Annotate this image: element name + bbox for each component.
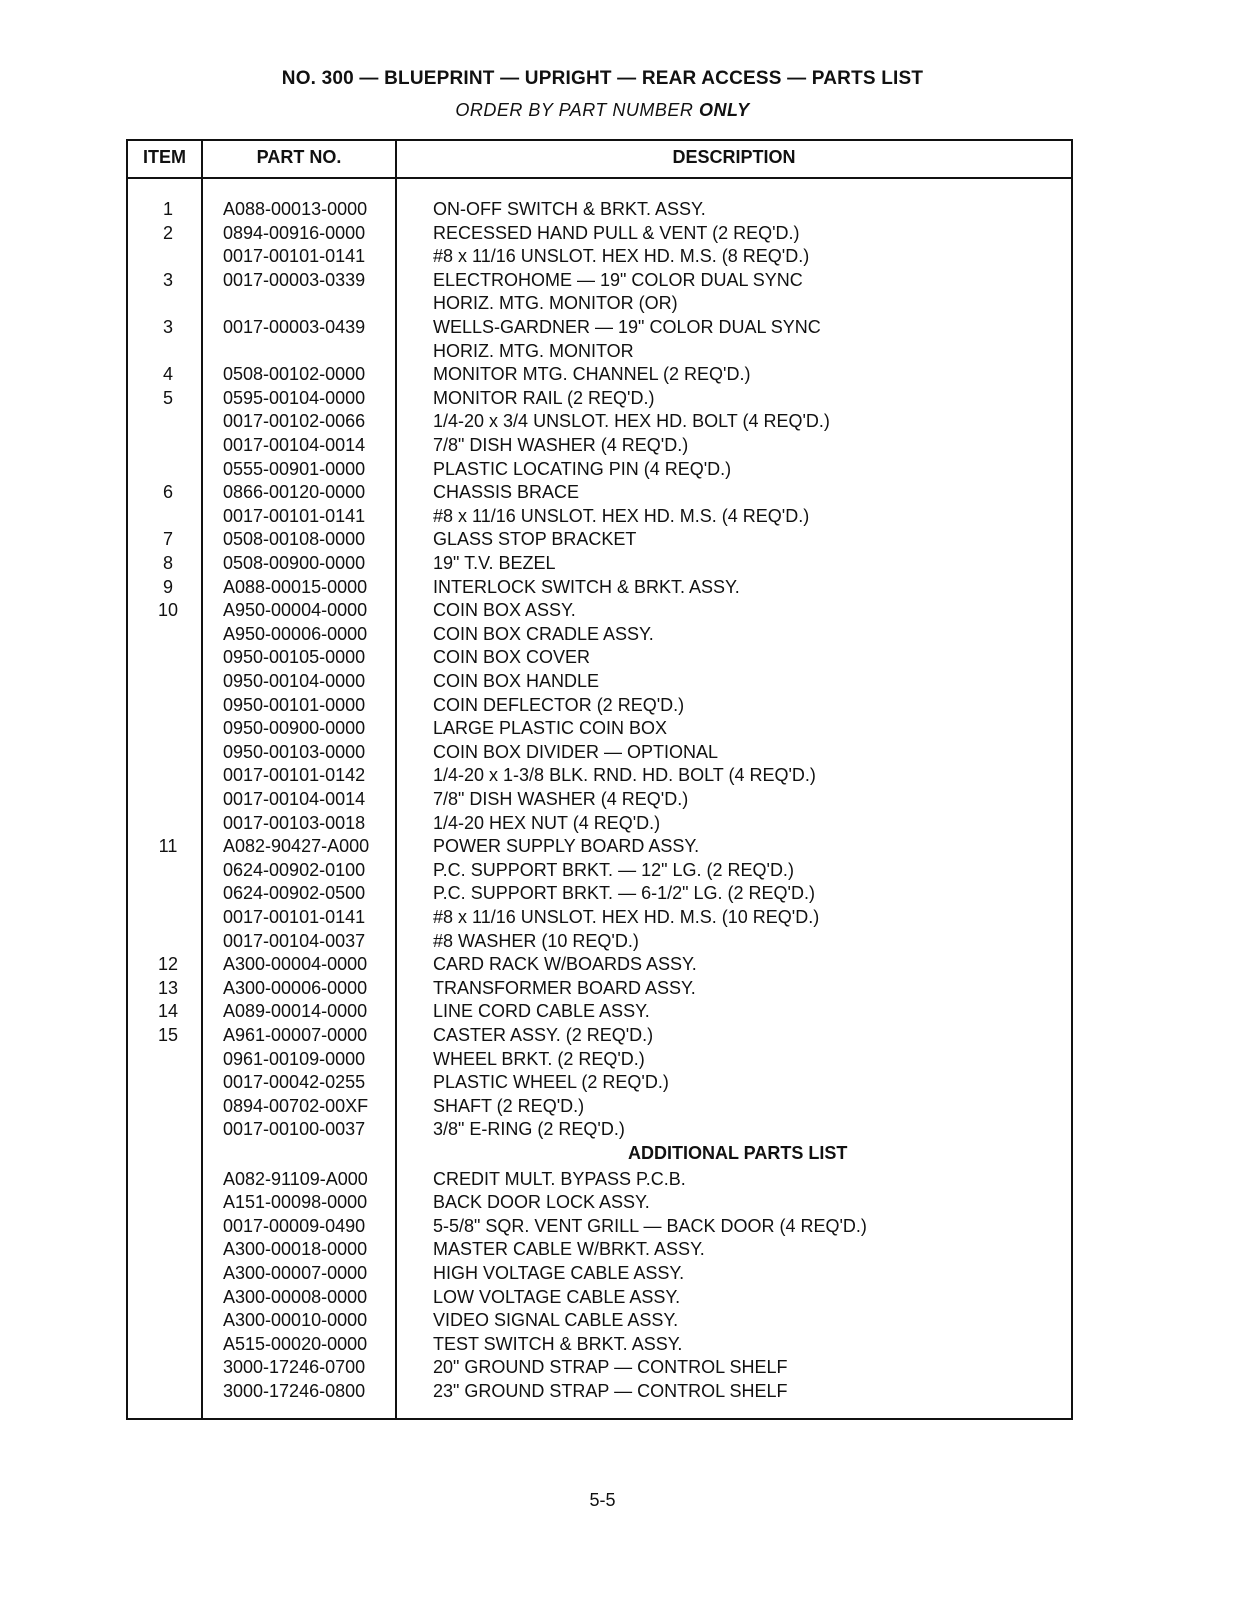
table-row: [128, 223, 1071, 246]
part-description: COIN DEFLECTOR (2 REQ'D.): [433, 694, 685, 715]
part-description: HORIZ. MTG. MONITOR: [433, 340, 634, 361]
item-number: 13: [157, 977, 179, 998]
part-description: RECESSED HAND PULL & VENT (2 REQ'D.): [433, 222, 800, 243]
part-description: 19" T.V. BEZEL: [433, 553, 556, 573]
table-row: [128, 883, 1071, 906]
part-number: 0624-00902-0100: [223, 859, 366, 880]
page-subtitle: [0, 100, 1205, 121]
part-description: PLASTIC WHEEL (2 REQ'D.): [433, 1072, 669, 1093]
table-row: [128, 647, 1071, 670]
part-description: HIGH VOLTAGE CABLE ASSY.: [433, 1263, 685, 1283]
table-row: [128, 270, 1071, 293]
table-row: [128, 577, 1071, 600]
part-description: #8 x 11/16 UNSLOT. HEX HD. M.S. (4 REQ'D.): [433, 505, 810, 526]
table-row: [128, 506, 1071, 529]
table-row: [128, 1239, 1071, 1262]
part-number: 0555-00901-0000: [223, 458, 366, 479]
part-description: POWER SUPPLY BOARD ASSY.: [433, 836, 700, 857]
part-description: GLASS STOP BRACKET: [433, 529, 637, 550]
part-number: A300-00008-0000: [223, 1286, 368, 1307]
part-number: A089-00014-0000: [223, 1001, 368, 1022]
part-description: CASTER ASSY. (2 REQ'D.): [433, 1025, 654, 1045]
table-row: [128, 293, 1071, 316]
part-description: P.C. SUPPORT BRKT. — 12" LG. (2 REQ'D.): [433, 859, 794, 880]
item-number: 6: [162, 482, 173, 503]
part-number: 0950-00900-0000: [223, 718, 366, 739]
part-description: 3/8" E-RING (2 REQ'D.): [433, 1119, 625, 1140]
part-number: 0017-00104-0014: [223, 435, 366, 455]
item-number: 5: [162, 387, 173, 408]
table-row: [128, 1025, 1071, 1048]
table-row: [128, 317, 1071, 340]
part-description: CHASSIS BRACE: [433, 482, 580, 503]
part-number: A300-00004-0000: [223, 954, 368, 975]
part-description: ELECTROHOME — 19" COLOR DUAL SYNC: [433, 269, 803, 290]
table-row: [128, 553, 1071, 576]
page-title: NO. 300 — BLUEPRINT — UPRIGHT — REAR ACCESS — PARTS LIST: [281, 68, 924, 89]
subtitle-emphasis: ONLY: [698, 100, 750, 120]
item-number: 10: [157, 600, 179, 621]
column-header-description: DESCRIPTION: [672, 147, 796, 167]
table-row: [128, 529, 1071, 552]
table-row: [128, 199, 1071, 222]
part-description: 20" GROUND STRAP — CONTROL SHELF: [433, 1357, 788, 1378]
table-row: [128, 1072, 1071, 1095]
part-description: ON-OFF SWITCH & BRKT. ASSY.: [433, 199, 706, 219]
item-number: 7: [162, 529, 173, 550]
part-description: TRANSFORMER BOARD ASSY.: [433, 977, 696, 998]
item-number: 11: [158, 836, 178, 857]
table-row: [128, 341, 1071, 364]
part-description: LOW VOLTAGE CABLE ASSY.: [433, 1286, 681, 1307]
part-description: LINE CORD CABLE ASSY.: [433, 1001, 650, 1022]
part-number: 0961-00109-0000: [223, 1048, 366, 1069]
table-row: [128, 435, 1071, 458]
part-description: PLASTIC LOCATING PIN (4 REQ'D.): [433, 458, 732, 479]
part-number: 3000-17246-0800: [223, 1381, 366, 1401]
table-row: [128, 1119, 1071, 1142]
page-number: 5-5: [589, 1490, 616, 1510]
item-number: 12: [157, 954, 179, 975]
table-row: [128, 954, 1071, 977]
part-description: 1/4-20 x 1-3/8 BLK. RND. HD. BOLT (4 REQ'D.): [433, 765, 816, 786]
additional-parts-heading: ADDITIONAL PARTS LIST: [628, 1143, 848, 1163]
part-description: SHAFT (2 REQ'D.): [433, 1095, 585, 1116]
part-number: A088-00013-0000: [223, 199, 368, 219]
part-description: MASTER CABLE W/BRKT. ASSY.: [433, 1239, 705, 1260]
part-number: 0017-00101-0142: [223, 765, 366, 786]
item-number: 3: [162, 317, 173, 337]
part-number: 0894-00916-0000: [223, 222, 366, 243]
table-row: [128, 931, 1071, 954]
part-number: A300-00006-0000: [223, 977, 368, 998]
table-row: [128, 388, 1071, 411]
part-number: A151-00098-0000: [223, 1192, 368, 1213]
part-number: 0017-00003-0339: [223, 269, 366, 290]
table-row: [128, 1216, 1071, 1239]
part-number: 0508-00108-0000: [223, 529, 366, 550]
part-number: 0950-00103-0000: [223, 741, 366, 762]
table-row: [128, 671, 1071, 694]
table-row: [128, 718, 1071, 741]
table-row: [128, 1334, 1071, 1357]
part-number: 0017-00101-0141: [223, 907, 366, 927]
table-row: [128, 978, 1071, 1001]
part-number: 0950-00101-0000: [223, 694, 366, 715]
parts-table: [126, 139, 1073, 1420]
item-number: 15: [157, 1025, 179, 1045]
part-description: COIN BOX DIVIDER — OPTIONAL: [433, 741, 719, 762]
part-number: 0508-00102-0000: [223, 364, 366, 385]
table-row: [128, 695, 1071, 718]
part-description: CREDIT MULT. BYPASS P.C.B.: [433, 1168, 686, 1189]
table-row: [128, 459, 1071, 482]
part-description: VIDEO SIGNAL CABLE ASSY.: [433, 1310, 679, 1331]
subtitle-text: ORDER BY PART NUMBER: [455, 100, 699, 120]
part-number: A082-90427-A000: [223, 836, 370, 857]
item-number: 14: [157, 1001, 179, 1022]
part-number: 0017-00104-0014: [223, 789, 366, 809]
part-number: 0017-00100-0037: [223, 1119, 366, 1140]
part-description: COIN BOX COVER: [433, 647, 591, 668]
column-header-item: ITEM: [143, 147, 186, 167]
part-number: 0017-00104-0037: [223, 930, 366, 951]
part-number: A515-00020-0000: [223, 1333, 368, 1354]
item-number: 9: [162, 576, 173, 597]
table-row: [128, 624, 1071, 647]
table-row: [128, 1001, 1071, 1024]
part-number: 0017-00042-0255: [223, 1072, 366, 1093]
part-description: 23" GROUND STRAP — CONTROL SHELF: [433, 1381, 788, 1401]
table-row: [128, 1263, 1071, 1286]
part-number: 0017-00009-0490: [223, 1215, 366, 1236]
table-row: [128, 813, 1071, 836]
part-number: 0508-00900-0000: [223, 553, 366, 573]
part-number: A300-00018-0000: [223, 1239, 368, 1260]
part-description: COIN BOX HANDLE: [433, 671, 600, 691]
part-number: 0950-00104-0000: [223, 671, 366, 691]
part-number: A950-00004-0000: [223, 600, 368, 621]
table-row: [128, 1096, 1071, 1119]
part-number: 0017-00102-0066: [223, 411, 366, 432]
part-description: WELLS-GARDNER — 19" COLOR DUAL SYNC: [433, 317, 821, 337]
column-header-part-no: PART NO.: [256, 147, 342, 167]
item-number: 2: [162, 222, 173, 243]
table-row: [128, 860, 1071, 883]
part-number: 0017-00003-0439: [223, 317, 366, 337]
part-number: 0866-00120-0000: [223, 482, 366, 503]
item-number: 1: [162, 199, 173, 219]
table-row: [128, 742, 1071, 765]
table-row: [128, 411, 1071, 434]
table-row: [128, 1192, 1071, 1215]
table-row: [128, 836, 1071, 859]
part-number: A082-91109-A000: [223, 1168, 368, 1189]
part-number: 0017-00101-0141: [223, 246, 366, 267]
table-row: [128, 1287, 1071, 1310]
part-description: LARGE PLASTIC COIN BOX: [433, 718, 668, 739]
table-row: [128, 364, 1071, 387]
part-description: 7/8" DISH WASHER (4 REQ'D.): [433, 435, 689, 455]
part-description: COIN BOX CRADLE ASSY.: [433, 623, 654, 644]
table-row: [128, 482, 1071, 505]
table-row: [128, 907, 1071, 930]
part-description: MONITOR RAIL (2 REQ'D.): [433, 387, 655, 408]
part-number: A300-00007-0000: [223, 1263, 368, 1283]
part-description: INTERLOCK SWITCH & BRKT. ASSY.: [433, 576, 740, 597]
part-description: MONITOR MTG. CHANNEL (2 REQ'D.): [433, 364, 751, 385]
table-row: [128, 600, 1071, 623]
part-description: 1/4-20 HEX NUT (4 REQ'D.): [433, 812, 661, 833]
part-number: A088-00015-0000: [223, 576, 368, 597]
header-divider: [128, 177, 1071, 179]
part-description: P.C. SUPPORT BRKT. — 6-1/2" LG. (2 REQ'D.): [433, 883, 815, 904]
part-number: 0894-00702-00XF: [223, 1095, 369, 1116]
table-row: [128, 1357, 1071, 1380]
table-row: [128, 1049, 1071, 1072]
part-number: 0017-00101-0141: [223, 505, 366, 526]
part-description: 7/8" DISH WASHER (4 REQ'D.): [433, 789, 689, 809]
table-row: [128, 246, 1071, 269]
part-description: BACK DOOR LOCK ASSY.: [433, 1192, 650, 1213]
part-number: 0017-00103-0018: [223, 812, 366, 833]
part-description: #8 x 11/16 UNSLOT. HEX HD. M.S. (10 REQ'D.): [433, 907, 820, 927]
part-description: 5-5/8" SQR. VENT GRILL — BACK DOOR (4 REQ'D.): [433, 1215, 867, 1236]
item-number: 8: [162, 553, 173, 573]
part-number: A300-00010-0000: [223, 1310, 368, 1331]
part-number: 0950-00105-0000: [223, 647, 366, 668]
part-number: 0624-00902-0500: [223, 883, 366, 904]
part-description: #8 x 11/16 UNSLOT. HEX HD. M.S. (8 REQ'D.): [433, 246, 810, 267]
part-number: 3000-17246-0700: [223, 1357, 366, 1378]
table-row: [128, 765, 1071, 788]
table-row: [128, 1381, 1071, 1404]
part-description: WHEEL BRKT. (2 REQ'D.): [433, 1048, 645, 1069]
table-row: [128, 1310, 1071, 1333]
item-number: 3: [162, 269, 173, 290]
part-number: 0595-00104-0000: [223, 387, 366, 408]
part-description: COIN BOX ASSY.: [433, 600, 576, 621]
item-number: 4: [162, 364, 173, 385]
part-description: HORIZ. MTG. MONITOR (OR): [433, 293, 678, 314]
table-row: [128, 1169, 1071, 1192]
part-description: CARD RACK W/BOARDS ASSY.: [433, 954, 697, 975]
part-number: A950-00006-0000: [223, 623, 368, 644]
table-row: [128, 789, 1071, 812]
part-description: TEST SWITCH & BRKT. ASSY.: [433, 1333, 683, 1354]
part-description: #8 WASHER (10 REQ'D.): [433, 930, 639, 951]
part-description: 1/4-20 x 3/4 UNSLOT. HEX HD. BOLT (4 REQ'D.): [433, 411, 830, 432]
part-number: A961-00007-0000: [223, 1025, 368, 1045]
